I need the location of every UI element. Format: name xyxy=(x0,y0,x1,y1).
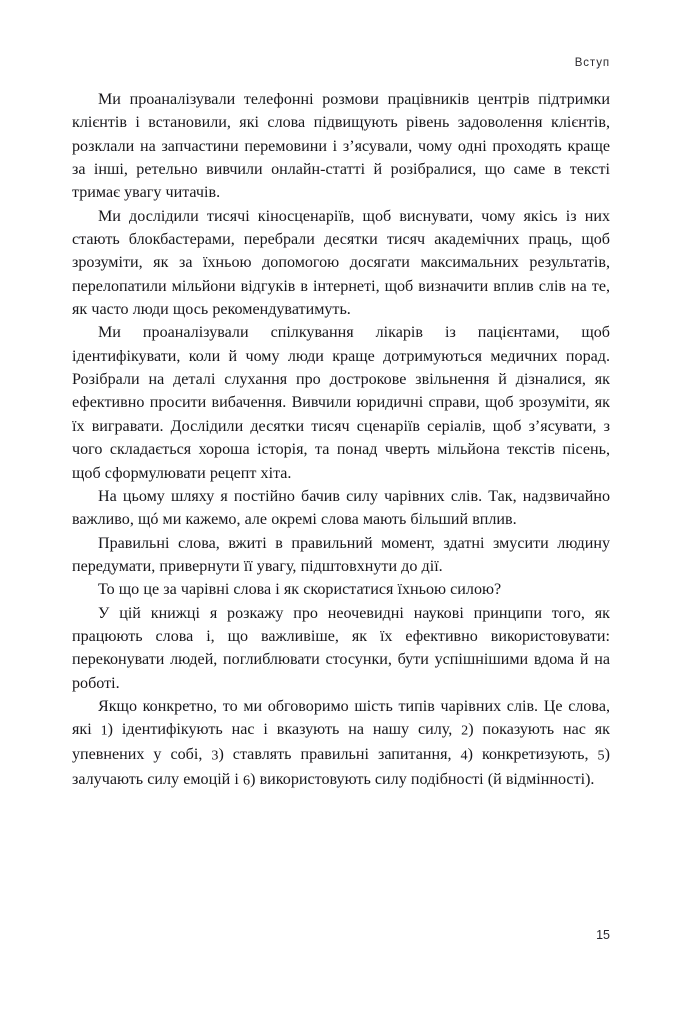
paragraph: То що це за чарівні слова і як скористатися їхньою силою? xyxy=(98,581,502,599)
list-text-4: ) конкретизують, xyxy=(467,746,598,764)
paragraph: Ми проаналізували телефонні розмови працівників центрів підтримки клієнтів і встановили, які слова підвищують рівень задоволення клієнтів, розклали на запчастини перемовини і з’ясували, чому одні проходять краще за інші, ретельно вивчили онлайн-статті й розібралися, що саме в тексті тримає увагу читачів. xyxy=(72,91,610,202)
paragraph: На цьому шляху я постійно бачив силу чарівних слів. Так, надзвичайно важливо, щó ми кажемо, але окремі слова мають більший вплив. xyxy=(72,487,610,529)
list-number-3: 3 xyxy=(211,747,219,764)
list-text-2: ) показують нас як упевнених у собі, xyxy=(72,721,610,764)
list-text-1: ) ідентифікують нас і вказують на нашу силу, xyxy=(107,721,462,739)
page-number: 15 xyxy=(596,928,610,942)
list-number-2: 2 xyxy=(461,722,469,739)
paragraph: Правильні слова, вжиті в правильний момент, здатні змусити людину передумати, привернути її увагу, підштовхнути до дії. xyxy=(72,534,610,575)
paragraph: Ми проаналізували спілкування лікарів із пацієнтами, щоб ідентифікувати, коли й чому люди краще дотримуються медичних порад. Розібрали на деталі слухання про дострокове звільнення й дізналися, як ефективно просити вибачення. Вивчили юридичні справи, щоб зрозуміти, як їх вигравати. Дослідили десятки тисяч сценаріїв серіалів, щоб з’ясувати, з чого складається хороша історія, та понад чверть мільйона текстів пісень, щоб сформулювати рецепт хіта. xyxy=(72,324,610,482)
enumeration-lead: Якщо конкретно, то ми обговоримо шість типів чарівних слів. Це слова, які xyxy=(72,697,610,739)
paragraph: Ми дослідили тисячі кіносценаріїв, щоб виснувати, чому якісь із них стають блокбастерами, перебрали десятки тисяч академічних праць, щоб зрозуміти, як за їхньою допомогою досягати максимальних результатів, перелопатили мільйони відгуків в інтернеті, щоб визначити вплив слів на те, як часто люди щось рекомендуватимуть. xyxy=(72,207,610,319)
paragraph: У цій книжці я розкажу про неочевидні наукові принципи того, як працюють слова і, що важливіше, як їх ефективно використовувати: переконувати людей, поглиблювати стосунки, бути успішнішими вдома й на роботі. xyxy=(72,604,610,692)
body-text-block xyxy=(72,88,610,793)
paragraph-enumerated xyxy=(72,695,610,793)
list-text-6: ) використовують силу подібності (й відмінності). xyxy=(250,771,595,789)
list-number-1: 1 xyxy=(100,722,108,739)
list-text-3: ) ставлять правильні запитання, xyxy=(218,746,461,764)
list-text-5: ) залучають силу емоцій і xyxy=(72,746,610,789)
list-number-5: 5 xyxy=(597,747,605,764)
list-number-6: 6 xyxy=(243,772,251,789)
list-number-4: 4 xyxy=(460,747,468,764)
running-head: Вступ xyxy=(574,57,610,69)
